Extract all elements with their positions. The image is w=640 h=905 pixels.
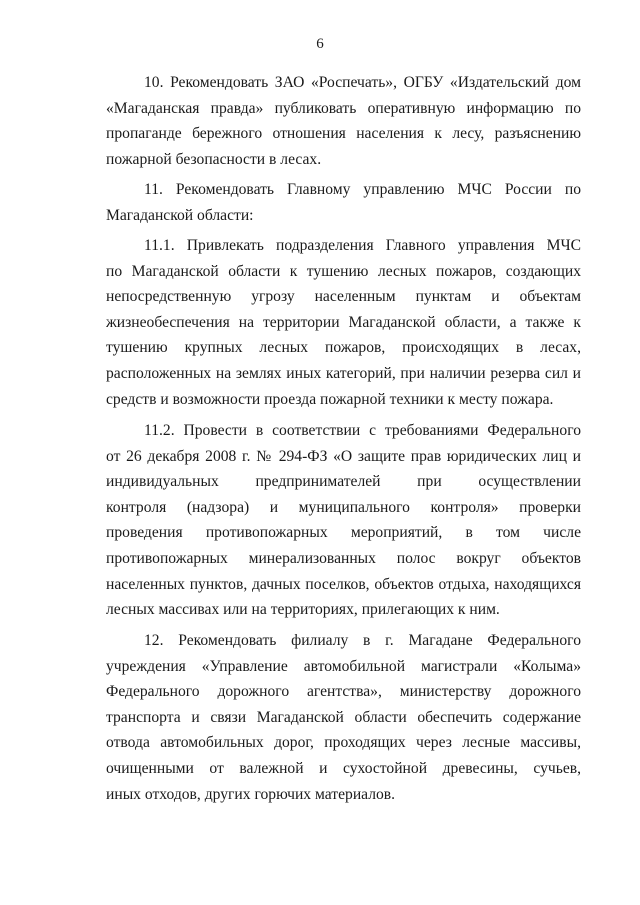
- paragraph-line: Федерального дорожного агентства», министерству дорожного: [106, 683, 581, 701]
- paragraph-line: контроля (надзора) и муниципального контроля» проверки: [106, 498, 581, 516]
- paragraph-line: индивидуальных предпринимателей при осуществлении: [106, 473, 581, 491]
- page-number: 6: [316, 36, 324, 52]
- paragraph-line: транспорта и связи Магаданской области обеспечить содержание: [106, 708, 581, 726]
- paragraph-line: проведения противопожарных мероприятий, в том числе: [106, 524, 581, 542]
- paragraph-line: очищенными от валежной и сухостойной древесины, сучьев,: [106, 759, 581, 777]
- paragraph-line: «Магаданская правда» публиковать оперативную информацию по: [106, 99, 581, 117]
- paragraph-line: от 26 декабря 2008 г. № 294-ФЗ «О защите прав юридических лиц и: [106, 447, 581, 465]
- paragraph-line: населенных пунктов, дачных поселков, объектов отдыха, находящихся: [106, 575, 581, 593]
- paragraph-line: учреждения «Управление автомобильной магистрали «Колыма»: [106, 657, 581, 675]
- paragraph-line: отвода автомобильных дорог, проходящих через лесные массивы,: [106, 734, 581, 752]
- paragraph-11: [106, 177, 581, 228]
- paragraph-line: иных отходов, других горючих материалов.: [106, 785, 396, 803]
- paragraph-line: пожарной безопасности в лесах.: [106, 150, 322, 168]
- paragraph-line: непосредственную угрозу населенным пунктам и объектам: [106, 288, 581, 306]
- paragraph-line: жизнеобеспечения на территории Магаданской области, а также к: [106, 313, 581, 331]
- paragraph-line: средств и возможности проезда пожарной техники к месту пожара.: [106, 390, 554, 408]
- paragraph-line: 12. Рекомендовать филиалу в г. Магадане Федерального: [144, 632, 581, 649]
- paragraph-line: лесных массивах или на территориях, прилегающих к ним.: [106, 601, 500, 619]
- paragraph-11-2: [106, 418, 581, 623]
- paragraph-line: тушению крупных лесных пожаров, происходящих в лесах,: [106, 339, 581, 357]
- paragraph-line: расположенных на землях иных категорий, при наличии резерва сил и: [106, 364, 581, 382]
- paragraph-10: [106, 70, 581, 172]
- paragraph-line: 11.1. Привлекать подразделения Главного управления МЧС: [144, 237, 581, 254]
- paragraph-line: 11. Рекомендовать Главному управлению МЧС России по: [144, 181, 581, 198]
- paragraph-line: 11.2. Провести в соответствии с требованиями Федерального: [144, 422, 581, 439]
- paragraph-line: противопожарных минерализованных полос вокруг объектов: [106, 549, 581, 567]
- paragraph-11-1: [106, 233, 581, 412]
- paragraph-line: по Магаданской области к тушению лесных пожаров, создающих: [106, 262, 581, 280]
- paragraph-line: 10. Рекомендовать ЗАО «Роспечать», ОГБУ «Издательский дом: [144, 74, 581, 91]
- paragraph-line: Магаданской области:: [106, 206, 254, 224]
- paragraph-12: [106, 628, 581, 807]
- paragraph-line: пропаганде бережного отношения населения к лесу, разъяснению: [106, 125, 581, 143]
